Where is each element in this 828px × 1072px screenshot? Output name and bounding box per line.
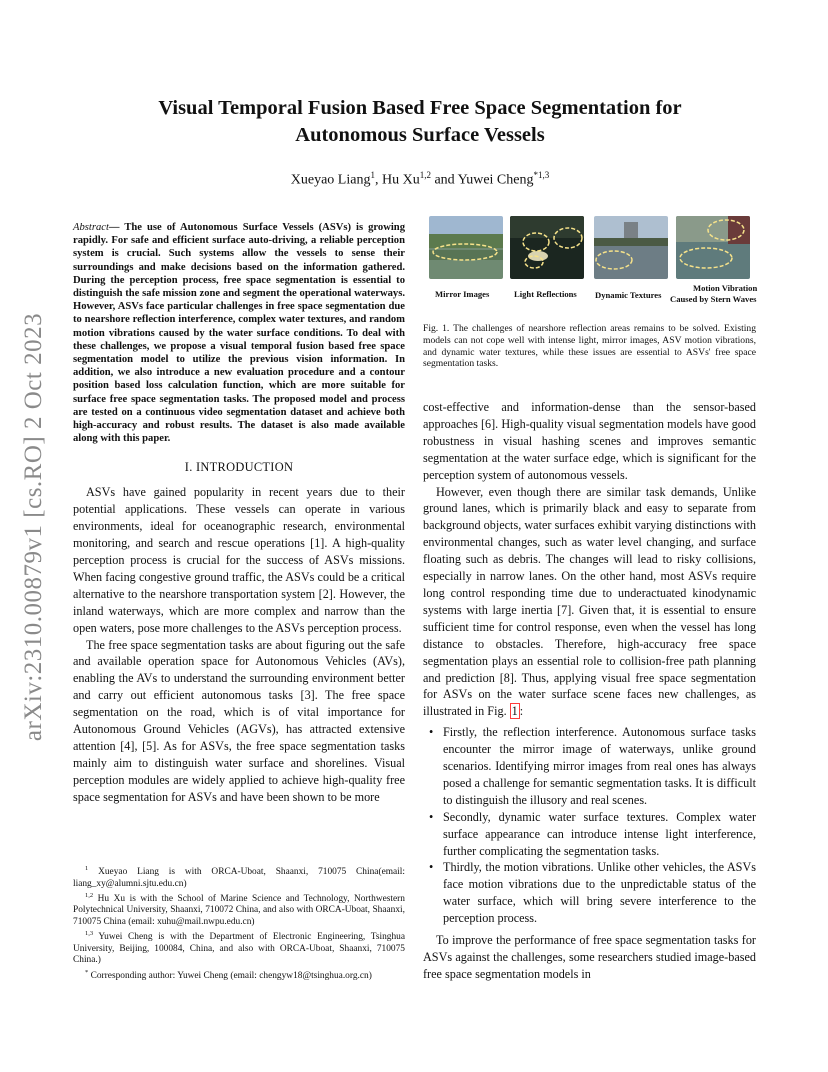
right-paragraph-2: However, even though there are similar task demands, Unlike ground lanes, which is primarily black and easy to separate from background objects, water surfaces exhibit varying distinctions with environmental changes, such as water level changing, and surface floating such as debris. The changes will lead to risky collisions, especially in narrow lanes. On the other hand, most ASVs require long control responding time due to underactuated kinodynamic systems with large inertia [7]. Given that, it is essential to ensure sufficient time for control response, even when the vessel has long distance to obstacles. Therefore, high-accuracy free space segmentation plays an essential role to collision-free path planning and prediction [8]. Thus, applying visual free space segmentation for ASVs on the water surface scene faces new challenges, as illustrated in Fig. 1 : xyxy=(423,484,756,719)
abstract xyxy=(73,221,405,445)
author-1: Xueyao Liang xyxy=(290,172,371,188)
intro-paragraph-1: ASVs have gained popularity in recent years due to their potential applications. These vessels can operate in various environments, ideal for oceanographic research, environmental monitoring, and search and rescue operations [1]. A high-quality perception process is crucial for the success of ASVs missions. When facing congestive ground traffic, the ASVs could be a critical alternative to the nearshore transportation system [2]. However, the inland waterways, which are more complex and narrow than the open waters, pose more challenges to the ASVs perception process. xyxy=(73,485,405,635)
figure-1 xyxy=(423,216,763,306)
list-item: • Secondly, dynamic water surface textures. Complex water surface appearance can introduce intense light interference, further complicating the segmentation tasks. xyxy=(423,809,756,860)
figure-label: Mirror Images xyxy=(435,289,490,299)
author-list: Xueyao Liang$^1$, Hu Xu$^{1,2}$ and Yuwei Cheng$^{*1,3}$ xyxy=(290,170,550,188)
paper-title xyxy=(100,95,740,149)
figure-label: Dynamic Textures xyxy=(595,290,662,300)
figure-image-vibration xyxy=(676,216,750,279)
left-column xyxy=(73,221,405,806)
section-heading-introduction: I. INTRODUCTION xyxy=(184,460,294,475)
figure-label: Caused by Stern Waves xyxy=(670,294,757,304)
figure-image-light xyxy=(510,216,584,279)
title-line-2: Autonomous Surface Vessels xyxy=(295,124,545,146)
figure-caption: Fig. 1. The challenges of nearshore reflection areas remains to be solved. Existing models can not cope well with intense light, mirror images, ASV motion vibrations, and dynamic water textures, while these issues are essential to ASVs' free space segmentation tasks. xyxy=(423,323,756,370)
figure-label: Light Reflections xyxy=(514,289,577,299)
figure-reference-link[interactable]: 1 xyxy=(511,704,518,719)
figure-image-mirror xyxy=(429,216,503,279)
list-item: • Firstly, the reflection interference. Autonomous surface tasks encounter the mirror image of waterways, unlike ground scenarios. Identifying mirror images from real ones has always posed a challenge for semantic segmentation tasks. It is difficult to distinguish the illusory and real scenes. xyxy=(423,724,756,809)
footnote: $^{1,2}$ Hu Xu is with the School of Marine Science and Technology, Northwestern Polytechnical University, Shaanxi, 710072 China, and also with ORCA-Uboat, Shaanxi, 710075 China (email: xuhu@mail.nwpu.edu.cn) xyxy=(73,891,405,927)
challenge-list xyxy=(423,724,756,927)
abstract-label: Abstract xyxy=(73,222,109,233)
right-paragraph-3: To improve the performance of free space segmentation tasks for ASVs against the challenges, some researchers studied image-based free space segmentation models in xyxy=(423,933,756,981)
footnotes xyxy=(73,863,405,982)
author-3: Yuwei Cheng xyxy=(457,172,534,188)
figure-label: Motion Vibration xyxy=(693,283,758,293)
figure-image-dynamic xyxy=(594,216,668,279)
footnote: * Corresponding author: Yuwei Cheng (email: chengyw18@tsinghua.org.cn) xyxy=(85,968,372,981)
arxiv-side-label: arXiv:2310.00879v1 [cs.RO] 2 Oct 2023 xyxy=(20,312,47,742)
author-2: Hu Xu xyxy=(381,172,420,188)
list-item: • Thirdly, the motion vibrations. Unlike other vehicles, the ASVs face motion vibrations due to the unpredictable status of the water surface, which will bring severe interference to the perception process. xyxy=(423,859,756,927)
title-line-1: Visual Temporal Fusion Based Free Space Segmentation for xyxy=(158,97,682,119)
footnote: $^1$ Xueyao Liang is with ORCA-Uboat, Shaanxi, 710075 China(email: liang_xy@alumni.sjtu.edu.cn) xyxy=(73,865,405,889)
right-paragraph-continued: cost-effective and information-dense than the sensor-based approaches [6]. High-quality visual segmentation models have good robustness in visual hashing scenes and improves semantic segmentation at the water surface edge, which is significant for the perception system of autonomous vessels. xyxy=(423,400,756,482)
intro-paragraph-2: The free space segmentation tasks are about figuring out the safe and available operation space for Autonomous Vehicles (AVs), enabling the AVs to understand the surrounding environment better and carry out efficient autonomous tasks [3]. The free space segmentation on the road, which is of vital importance for Autonomous Ground Vehicles (AGVs), has attracted extensive attention [4], [5]. As for ASVs, the free space segmentation tasks mainly aim to distinguish water surface and shorelines. Visual perception modules are widely applied to achieve high-quality free space segmentation for ASVs and have been shown to be more xyxy=(73,637,405,804)
footnote: $^{1,3}$ Yuwei Cheng is with the Department of Electronic Engineering, Tsinghua University, Beijing, 100084, China, and also with ORCA-Uboat, Shaanxi, 710075 China.) xyxy=(73,930,405,966)
abstract-text: — The use of Autonomous Surface Vessels (ASVs) is growing rapidly. For safe and efficient surface auto-driving, a reliable perception system is crucial. Such systems allow the vessels to sense their surroundings and make decisions based on the information gathered. During the perception process, free space segmentation is essential to distinguish the safe mission zone and segment the operational waterways. However, ASVs face particular challenges in free space segmentation due to nearshore reflection interference, complex water textures, and random motion vibrations caused by the water surface conditions. To deal with these challenges, we propose a visual temporal fusion based free space segmentation model to utilize the previous vision information. In addition, we also introduce a new evaluation procedure and a contour position based loss calculation function, which are more suitable for surface free space segmentation tasks. The proposed model and process are tested on a continuous video segmentation dataset and achieve both high-accuracy and robust results. The dataset is also made available along with this paper. xyxy=(73,222,405,445)
right-column xyxy=(423,399,756,983)
